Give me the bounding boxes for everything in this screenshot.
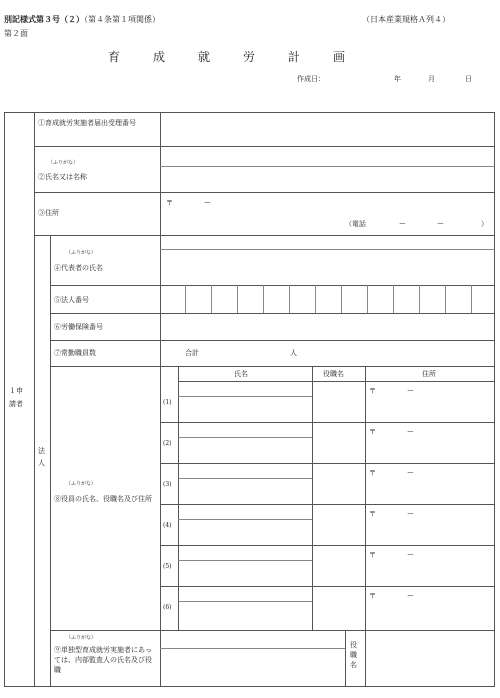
title-char: 成	[153, 50, 166, 64]
auditor-title-label: 役職名	[350, 641, 357, 669]
page-number: 第２面	[4, 29, 28, 38]
title-char: 育	[108, 50, 121, 64]
officers-col-address: 住所	[422, 370, 436, 378]
postal-mark: 〒	[369, 510, 376, 518]
postal-mark: 〒	[166, 199, 173, 207]
postal-dash: ー	[407, 551, 414, 559]
title-char: 画	[333, 50, 346, 64]
furigana-label: （ふりがな）	[66, 635, 97, 641]
phone-close-paren: ）	[481, 220, 488, 228]
postal-mark: 〒	[369, 592, 376, 600]
representative-name-label: ④代表者の氏名	[54, 264, 103, 272]
postal-mark: 〒	[369, 551, 376, 559]
form-label	[4, 14, 160, 25]
corporation-label: 法人	[38, 447, 45, 467]
officers-col-title: 役職名	[323, 370, 344, 378]
internal-auditor-label: ⑨単独型育成就労実施者にあっては、内部監査人の氏名及び役職	[54, 646, 152, 674]
phone-dash: ー	[399, 220, 406, 228]
title-char: 計	[288, 50, 301, 64]
applicant-label: １申請者	[9, 387, 23, 408]
address-label: ③住所	[38, 209, 59, 217]
furigana-label: （ふりがな）	[66, 250, 97, 256]
furigana-label: （ふりがな）	[48, 160, 79, 166]
officers-label: ⑧役員の氏名、役職名及び住所	[54, 495, 152, 503]
officers-col-name: 氏名	[234, 370, 248, 378]
staff-unit-label: 人	[290, 349, 297, 357]
postal-dash: ー	[407, 510, 414, 518]
officer-row-number: (2)	[163, 440, 172, 447]
postal-dash: ー	[407, 592, 414, 600]
postal-mark: 〒	[369, 469, 376, 477]
date-label: 作成日：	[297, 75, 325, 83]
staff-total-label: 合計	[185, 349, 199, 357]
title-char: 就	[198, 50, 211, 64]
paper-size-note: （日本産業規格Ａ列４）	[362, 15, 450, 24]
labor-insurance-number-label: ⑥労働保険番号	[54, 323, 103, 331]
page-title	[108, 48, 345, 65]
date-month-label: 月	[428, 75, 435, 83]
name-label: ②氏名又は名称	[38, 173, 87, 181]
postal-dash: ー	[407, 428, 414, 436]
officer-row-number: (6)	[163, 604, 172, 611]
officer-row-number: (1)	[163, 399, 172, 406]
postal-mark: 〒	[369, 428, 376, 436]
corporate-number-label: ⑤法人番号	[54, 296, 89, 304]
officer-row-number: (3)	[163, 481, 172, 488]
date-day-label: 日	[465, 75, 472, 83]
officer-row-number: (5)	[163, 563, 172, 570]
form-reference: （第４条第１項関係）	[84, 15, 160, 24]
postal-dash: ー	[407, 387, 414, 395]
postal-dash: ー	[204, 199, 211, 207]
postal-mark: 〒	[369, 387, 376, 395]
phone-label: （電話	[345, 220, 366, 228]
phone-dash: ー	[437, 220, 444, 228]
furigana-label: （ふりがな）	[66, 481, 97, 487]
full-time-staff-label: ⑦常勤職員数	[54, 349, 96, 357]
postal-dash: ー	[407, 469, 414, 477]
officer-row-number: (4)	[163, 522, 172, 529]
title-char: 労	[243, 50, 256, 64]
date-year-label: 年	[394, 75, 401, 83]
form-number: 別記様式第３号（２）	[4, 14, 84, 24]
notification-number-label: ①育成就労実施者届出受理番号	[38, 119, 136, 127]
